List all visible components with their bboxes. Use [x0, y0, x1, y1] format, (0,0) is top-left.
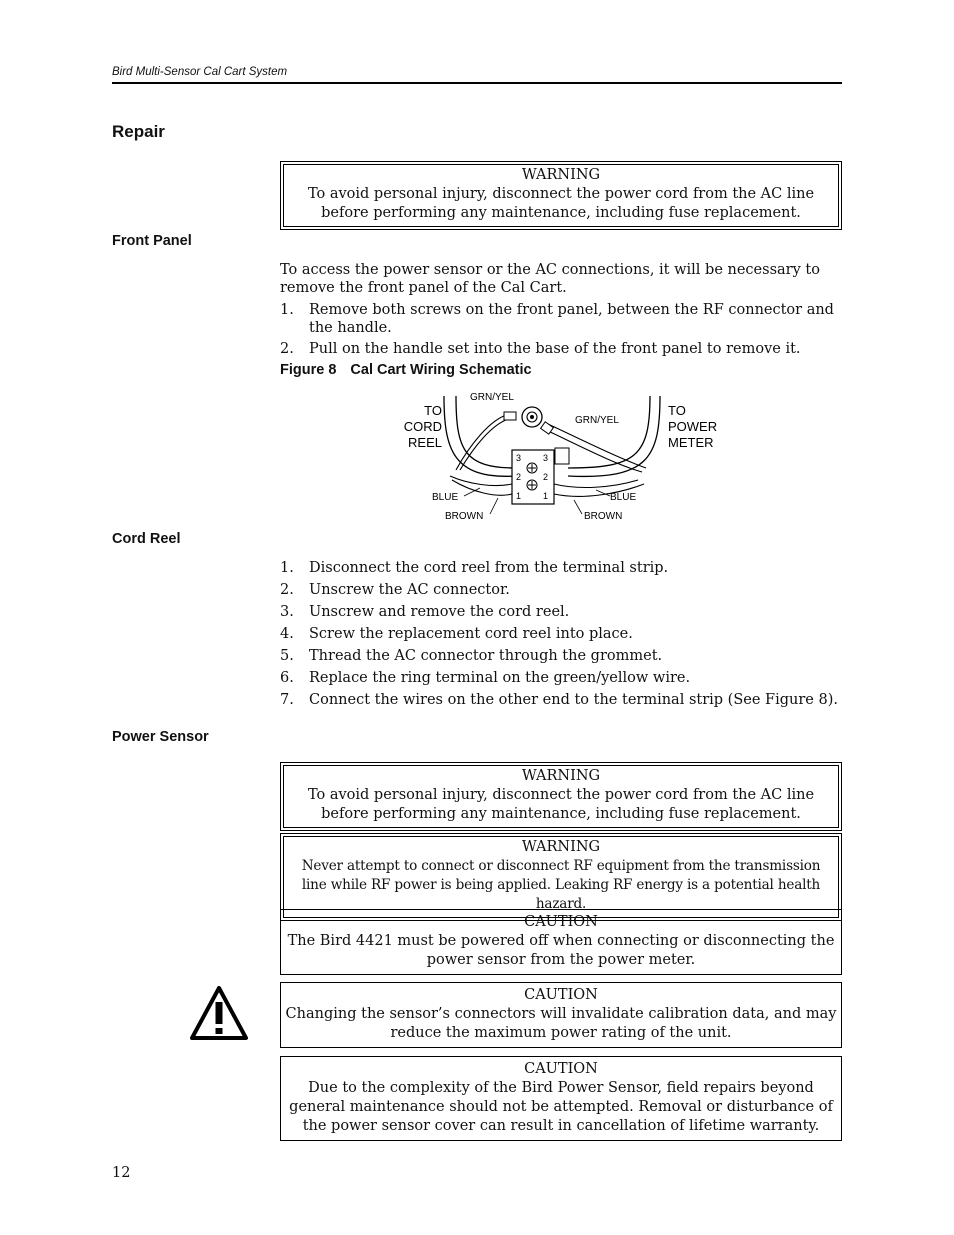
step-number: 1.: [280, 560, 294, 576]
list-item: [280, 647, 842, 665]
warning-title: WARNING: [521, 768, 601, 784]
step-number: 3.: [280, 604, 294, 620]
warning-text: To avoid personal injury, disconnect the power cord from the AC line before performing any maintenance, including fuse replacement.: [307, 186, 815, 221]
list-item: [280, 581, 842, 599]
label-grn-yel-right: GRN/YEL: [575, 415, 619, 426]
step-number: 4.: [280, 626, 294, 642]
rf-warning-box: [280, 833, 842, 921]
list-item: [280, 301, 842, 337]
label-grn-yel-left: GRN/YEL: [470, 392, 514, 403]
cord-reel-steps: [280, 559, 842, 709]
label-brown-left: BROWN: [445, 511, 484, 522]
terminal-label-2-right: 2: [543, 472, 549, 482]
terminal-screw-bottom: [527, 480, 537, 490]
label-brown-right: BROWN: [584, 511, 623, 522]
step-number: 7.: [280, 692, 294, 708]
label-to-cord-reel-line2: CORD: [403, 419, 442, 434]
caution-box: [280, 909, 842, 975]
cord-reel-cable-outer: [444, 396, 516, 476]
label-to-cord-reel-line1: TO: [424, 403, 442, 418]
caution-box: [280, 982, 842, 1048]
label-to-cord-reel-line3: REEL: [408, 435, 442, 450]
label-to-power-meter-line1: TO: [668, 403, 686, 418]
list-item: [280, 603, 842, 621]
list-item: [280, 691, 842, 709]
caution-title: CAUTION: [524, 1061, 598, 1077]
front-panel-heading: Front Panel: [112, 233, 192, 249]
warning-title: WARNING: [521, 167, 601, 183]
step-text: Pull on the handle set into the base of the front panel to remove it.: [309, 341, 801, 357]
step-number: 6.: [280, 670, 294, 686]
brown-wire-left: [452, 480, 512, 495]
step-text: Screw the replacement cord reel into place.: [309, 626, 633, 642]
figure-label: Figure 8: [280, 362, 337, 378]
header-rule: [112, 82, 842, 84]
terminal-label-1-right: 1: [543, 491, 549, 501]
power-meter-cable-inner: [568, 396, 650, 468]
caution-title: CAUTION: [524, 914, 598, 930]
blue-wire-right: [554, 480, 638, 487]
running-header: Bird Multi-Sensor Cal Cart System: [112, 66, 288, 78]
terminal-screw-top: [527, 463, 537, 473]
cord-reel-heading: Cord Reel: [112, 531, 181, 547]
terminal-tab: [555, 448, 569, 464]
warning-title: WARNING: [521, 839, 601, 855]
warning-text: To avoid personal injury, disconnect the power cord from the AC line before performing any maintenance, including fuse replacement.: [307, 787, 815, 822]
terminal-label-2-left: 2: [516, 472, 522, 482]
grn-yel-wire-left-edge: [460, 418, 512, 470]
caution-box: [280, 1056, 842, 1141]
section-title: Repair: [112, 122, 165, 141]
step-number: 1.: [280, 302, 294, 318]
page-number: 12: [112, 1165, 131, 1181]
step-text: Connect the wires on the other end to the terminal strip (See Figure 8).: [309, 692, 838, 708]
step-text: Thread the AC connector through the grommet.: [309, 648, 663, 664]
step-text: Replace the ring terminal on the green/yellow wire.: [309, 670, 691, 686]
caution-text: Due to the complexity of the Bird Power Sensor, field repairs beyond general maintenance should not be attempted. Removal or disturbance of the power sensor cover can result in cancellation of lifetime warranty.: [289, 1080, 833, 1134]
caution-title: CAUTION: [524, 987, 598, 1003]
ring-terminal-center: [530, 415, 534, 419]
list-item: [280, 340, 842, 358]
warning-triangle-icon: [189, 985, 249, 1041]
step-number: 5.: [280, 648, 294, 664]
front-panel-steps: [280, 301, 842, 358]
power-sensor-heading: Power Sensor: [112, 729, 209, 745]
label-to-power-meter-line3: METER: [668, 435, 714, 450]
terminal-label-3-left: 3: [516, 453, 522, 463]
step-number: 2.: [280, 341, 294, 357]
step-text: Remove both screws on the front panel, between the RF connector and the handle.: [309, 302, 834, 336]
caution-text: Changing the sensor’s connectors will invalidate calibration data, and may reduce the maximum power rating of the unit.: [285, 1006, 837, 1041]
leader-brown-left: [490, 498, 498, 514]
wiring-schematic: [398, 388, 718, 524]
step-text: Unscrew and remove the cord reel.: [309, 604, 570, 620]
warning-text: Never attempt to connect or disconnect RF equipment from the transmission line while RF power is being applied. Leaking RF energy is a potential health hazard.: [301, 858, 821, 912]
label-blue-left: BLUE: [432, 492, 459, 503]
figure-caption: [280, 362, 532, 378]
list-item: [280, 559, 842, 577]
ring-crimp: [504, 412, 516, 420]
caution-text: The Bird 4421 must be powered off when connecting or disconnecting the power sensor from the power meter.: [287, 933, 835, 968]
label-blue-right: BLUE: [610, 492, 637, 503]
step-number: 2.: [280, 582, 294, 598]
terminal-label-1-left: 1: [516, 491, 522, 501]
figure-title: Cal Cart Wiring Schematic: [350, 362, 532, 378]
terminal-label-3-right: 3: [543, 453, 549, 463]
step-text: Disconnect the cord reel from the terminal strip.: [309, 560, 669, 576]
cord-reel-cable-inner: [456, 396, 516, 468]
warning-box: [280, 161, 842, 230]
step-text: Unscrew the AC connector.: [309, 582, 510, 598]
warning-box: [280, 762, 842, 831]
list-item: [280, 625, 842, 643]
leader-brown-right: [574, 500, 582, 514]
front-panel-intro: To access the power sensor or the AC connections, it will be necessary to remove the front panel of the Cal Cart.: [280, 262, 820, 296]
label-to-power-meter-line2: POWER: [668, 419, 718, 434]
list-item: [280, 669, 842, 687]
